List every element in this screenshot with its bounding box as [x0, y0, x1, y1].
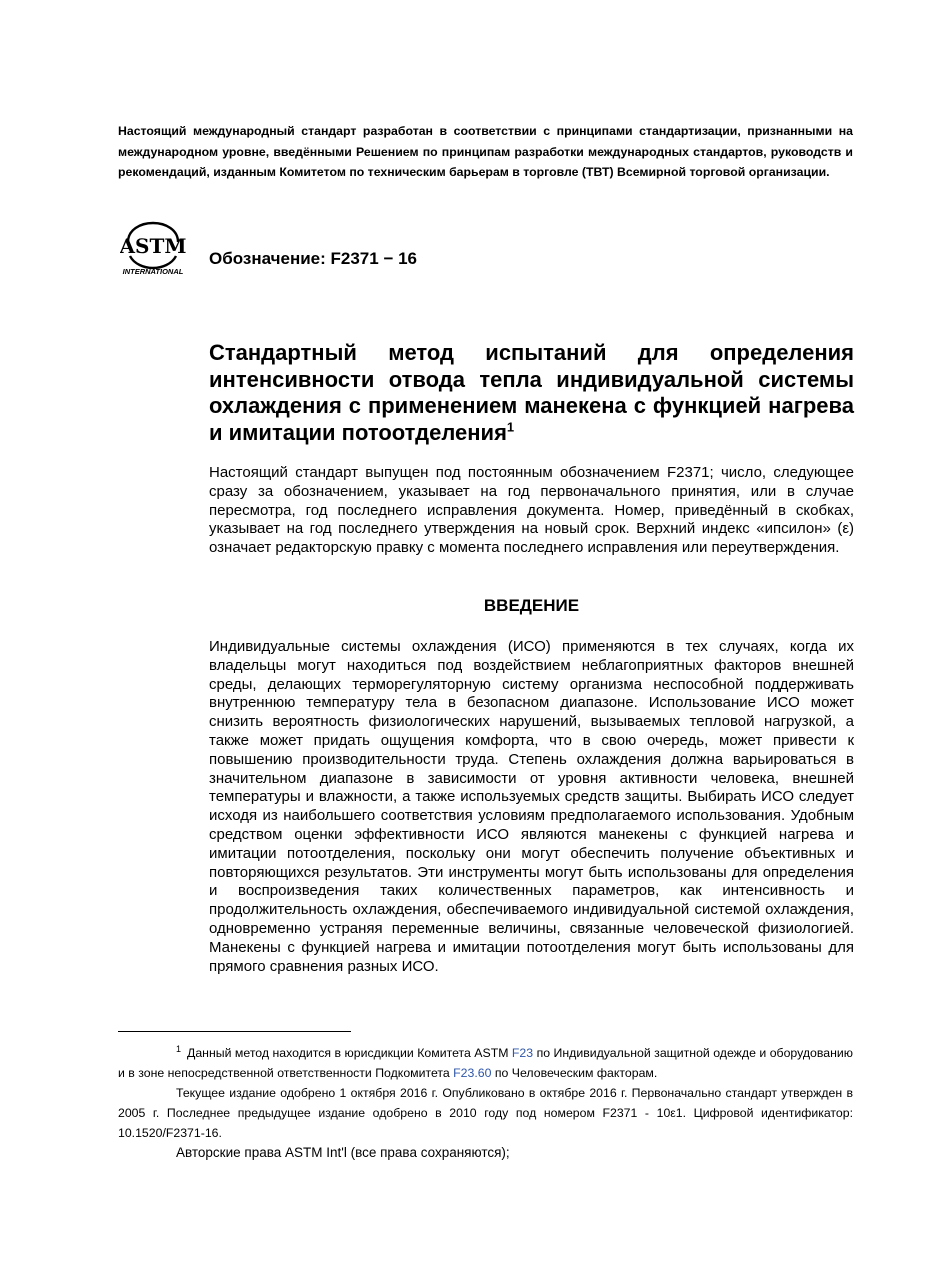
designation-summary: Настоящий стандарт выпущен под постоянным обозначением F2371; число, следующее сразу за обозначением, указывает на год первоначального принятия, или в случае пересмотра, год последнего исправления документа. Номер, приведённый в скобках, указывает на год последнего утверждения на новый срок. Верхний индекс «ипсилон» (ε) означает редакторскую правку с момента последнего исправления или переутверждения.	[209, 464, 854, 557]
introduction-text: Индивидуальные системы охлаждения (ИСО) применяются в тех случаях, когда их владельцы могут находиться под воздействием неблагоприятных факторов внешней среды, делающих терморегуляторную систему организма неспособной поддерживать внутреннюю температуру тела в безопасном диапазоне. Использование ИСО может снизить вероятность физиологических нарушений, вызываемых тепловой нагрузкой, а также может придать ощущения комфорта, что в свою очередь, может привести к повышению производительности труда. Степень охлаждения должна варьироваться в значительном диапазоне в зависимости от уровня активности человека, внешней температуры и влажности, а также используемых средств защиты. Выбирать ИСО следует исходя из наибольшего соответствия условиям предполагаемого использования. Удобным средством оценки эффективности ИСО являются манекены с функцией нагрева и имитации потоотделения, поскольку они могут обеспечить получение объективных и повторяющихся результатов. Эти инструменты могут быть использованы для определения и воспроизведения таких количественных параметров, как интенсивность и продолжительность охлаждения, обеспечиваемого индивидуальной системой охлаждения, одновременно устраняя переменные величины, связанные человеческой физиологией. Манекены с функцией нагрева и имитации потоотделения могут быть использованы для прямого сравнения разных ИСО.	[209, 638, 854, 975]
preamble: Настоящий международный стандарт разработан в соответствии с принципами стандартизации, признанными на международном уровне, введёнными Решением по принципам разработки международных стандартов, руководств и рекомендаций, изданным Комитетом по техническим барьерам в торговле (ТВТ) Всемирной торговой организации.	[118, 124, 853, 179]
footnote-separator	[118, 1031, 351, 1032]
subcommittee-link[interactable]: F23.60	[453, 1066, 492, 1080]
logo-text: ASTM	[120, 234, 186, 258]
footnote-text: Данный метод находится в юрисдикции Комитета ASTM	[187, 1046, 509, 1060]
title-footnote-ref[interactable]: 1	[506, 419, 515, 435]
footnote-text: по Человеческим факторам.	[494, 1066, 658, 1080]
introduction-heading: ВВЕДЕНИЕ	[483, 596, 580, 615]
document-title	[209, 340, 854, 446]
title-text: Стандартный метод испытаний для определения интенсивности отвода тепла индивидуальной системы охлаждения с применением манекена с функцией нагрева и имитации потоотделения	[209, 340, 854, 445]
copyright-note: Авторские права ASTM Int'l (все права сохраняются);	[176, 1145, 510, 1160]
footnote-1	[118, 1043, 853, 1083]
footnote-text: по Индивидуальной защитной одежде и оборудованию и в зоне непосредственной ответственности Подкомитета	[118, 1046, 853, 1080]
edition-note: Текущее издание одобрено 1 октября 2016 г. Опубликовано в октябре 2016 г. Первоначально стандарт утвержден в 2005 г. Последнее предыдущее издание одобрено в 2010 году под номером F2371 - 10ε1. Цифровой идентификатор: 10.1520/F2371-16.	[118, 1086, 853, 1140]
footnotes	[118, 1043, 853, 1163]
astm-logo	[120, 220, 186, 276]
logo-subtext: INTERNATIONAL	[122, 267, 184, 276]
committee-link[interactable]: F23	[511, 1046, 534, 1060]
designation: Обозначение: F2371 − 16	[209, 249, 418, 268]
footnote-marker: 1	[176, 1043, 182, 1054]
